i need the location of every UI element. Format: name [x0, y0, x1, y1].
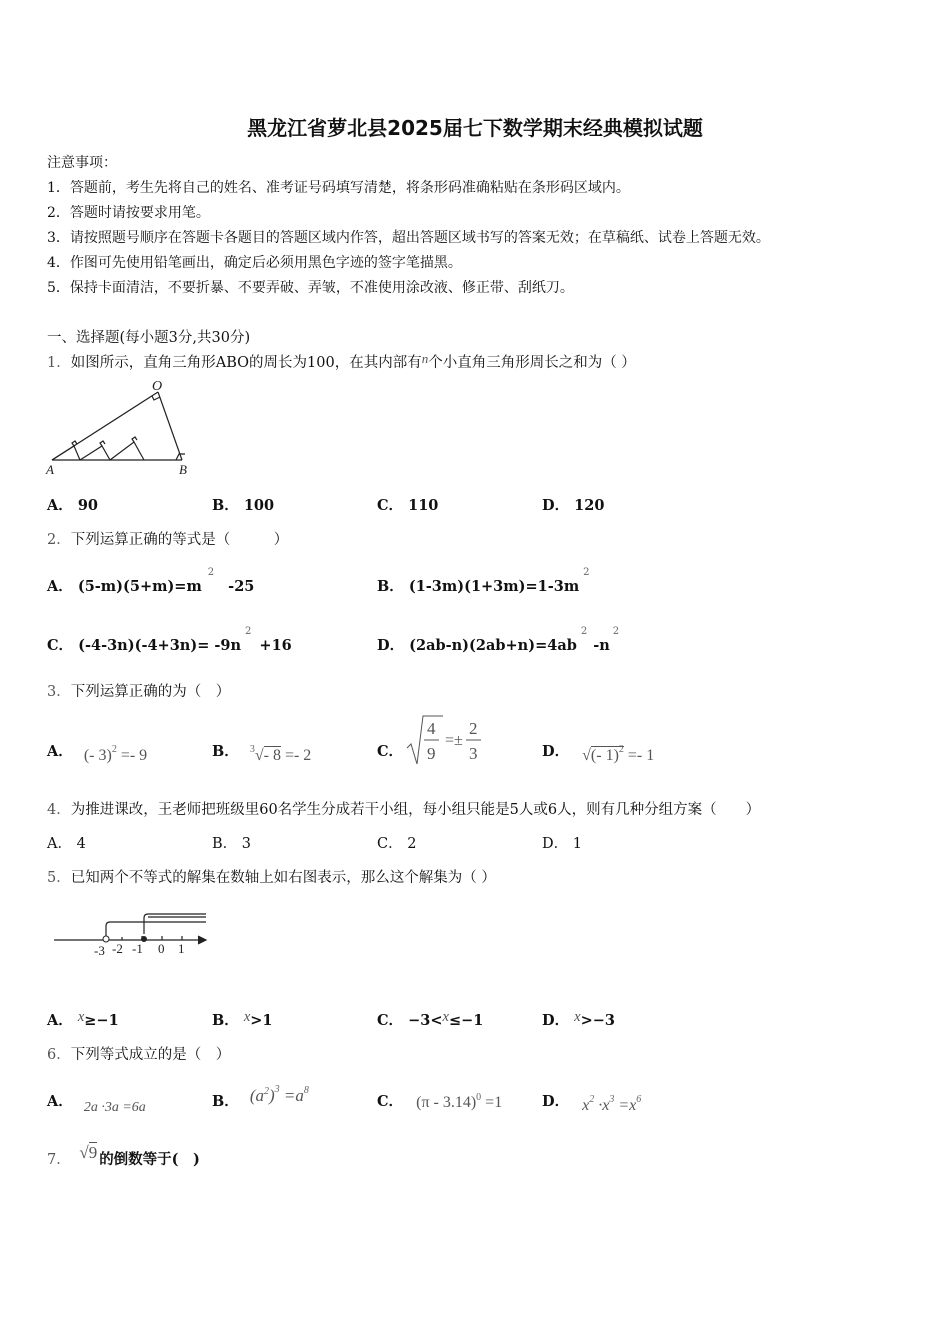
- sqrt-fraction-expression: [403, 712, 493, 770]
- option-letter: D．: [542, 1093, 570, 1110]
- exponent: 2: [207, 567, 215, 578]
- exponent: 0: [476, 1092, 482, 1103]
- option-expression-tail: =- 2: [284, 747, 312, 764]
- option-expression: ≥−1: [84, 1012, 119, 1029]
- question-2: [47, 528, 288, 549]
- radical-icon: √: [254, 747, 264, 764]
- radical-icon: √: [79, 1143, 89, 1162]
- vertex-label-b: B: [179, 462, 187, 477]
- axis-tick-label: -1: [132, 941, 143, 956]
- option-value: 1: [572, 836, 582, 852]
- option-a[interactable]: [47, 567, 255, 596]
- option-letter: B．: [212, 1012, 239, 1029]
- option-letter: D．: [542, 497, 570, 514]
- option-c[interactable]: [377, 832, 416, 853]
- fraction-denominator: 3: [469, 744, 478, 763]
- variable-x: x: [574, 1009, 581, 1025]
- option-expression-tail: =x: [618, 1097, 637, 1114]
- exponent: 2: [111, 744, 117, 755]
- option-letter: C．: [377, 1093, 404, 1110]
- option-c[interactable]: [377, 740, 403, 761]
- question-number: 7．: [47, 1152, 71, 1168]
- root-index: 3: [249, 744, 255, 755]
- option-a[interactable]: [47, 832, 86, 853]
- variable-x: x: [243, 1009, 251, 1025]
- option-value: 90: [77, 497, 99, 514]
- question-text: 已知两个不等式的解集在数轴上如右图表示，那么这个解集为（ ）: [70, 870, 496, 886]
- section-heading: 一、选择题(每小题3分,共30分): [47, 330, 251, 346]
- option-letter: D．: [542, 743, 570, 760]
- radical-icon: √: [582, 747, 591, 764]
- option-b[interactable]: B． $(a^2)^3 =a^8$: [212, 1084, 309, 1110]
- option-d[interactable]: [542, 494, 604, 515]
- option-b[interactable]: [212, 494, 274, 515]
- axis-tick-label: -2: [112, 941, 123, 956]
- vertex-label-o: O: [152, 379, 163, 394]
- exponent: 2: [583, 567, 590, 578]
- question-text: 的倒数等于( ): [99, 1151, 200, 1168]
- option-c[interactable]: [377, 494, 438, 515]
- option-expression: >1: [250, 1012, 273, 1029]
- axis-tick-label: 0: [158, 941, 165, 956]
- option-expression-tail: -25: [228, 578, 255, 595]
- radicand: (- 1): [590, 747, 619, 764]
- option-d[interactable]: [377, 626, 620, 655]
- exponent: 3: [609, 1094, 615, 1105]
- exponent: 3: [274, 1084, 280, 1095]
- question-text: 下列运算正确的等式是（ ）: [70, 532, 289, 548]
- variable-n: n: [421, 351, 429, 366]
- option-letter: A．: [47, 1093, 73, 1110]
- option-expression: 2a ·3a =6a: [83, 1100, 146, 1115]
- option-expression: (-4-3n)(-4+3n)= -9n: [78, 637, 242, 654]
- option-b[interactable]: [377, 567, 590, 596]
- exponent: 8: [303, 1085, 309, 1096]
- option-letter: B．: [212, 1093, 239, 1110]
- option-letter: D．: [542, 836, 569, 852]
- option-letter: A．: [47, 497, 73, 514]
- fraction-numerator: 4: [427, 719, 436, 738]
- option-letter: C．: [377, 836, 403, 852]
- question-3: [47, 680, 230, 701]
- option-letter: C．: [377, 743, 404, 760]
- option-a[interactable]: [47, 1009, 119, 1030]
- triangle-figure: [44, 380, 204, 480]
- radicand: - 8: [263, 747, 281, 764]
- option-letter: C．: [377, 1012, 404, 1029]
- option-expression: (- 3): [83, 747, 112, 764]
- option-expression-tail: =a: [283, 1086, 304, 1105]
- option-value: 100: [243, 497, 275, 514]
- question-number: 5．: [47, 870, 71, 886]
- option-expression-tail: =- 9: [120, 747, 148, 764]
- option-expression: (π - 3.14): [416, 1094, 477, 1111]
- option-letter: C．: [377, 497, 404, 514]
- option-expression: >−3: [580, 1012, 615, 1029]
- vertex-label-a: A: [46, 462, 54, 477]
- option-letter: B．: [377, 578, 404, 595]
- option-expression: −3<: [408, 1012, 443, 1029]
- question-number: 6．: [47, 1047, 71, 1063]
- question-4: [47, 798, 760, 819]
- exponent: 6: [636, 1094, 642, 1105]
- option-a[interactable]: [47, 740, 148, 764]
- option-expression-tail: ≤−1: [448, 1012, 484, 1029]
- equals-plus-minus: =±: [445, 732, 463, 749]
- variable-x: x: [77, 1009, 85, 1025]
- option-value: 4: [76, 836, 86, 852]
- option-letter: B．: [212, 497, 239, 514]
- option-letter: D．: [542, 1012, 570, 1029]
- option-d[interactable]: [542, 1090, 642, 1114]
- option-expression-tail: =- 1: [627, 747, 655, 764]
- notice-item: 3．请按照题号顺序在答题卡各题目的答题区域内作答，超出答题区域书写的答案无效；在草稿纸、试卷上答题无效。: [47, 230, 770, 246]
- option-letter: C．: [47, 637, 74, 654]
- exponent: 2: [618, 744, 624, 755]
- question-text: 下列运算正确的为（ ）: [70, 684, 231, 700]
- option-d[interactable]: [542, 1009, 615, 1030]
- option-letter: B．: [212, 836, 238, 852]
- notice-item: 5．保持卡面清洁，不要折暴、不要弄破、弄皱，不准使用涂改液、修正带、刮纸刀。: [47, 280, 574, 296]
- option-value: 110: [408, 497, 439, 514]
- exponent: 2: [589, 1094, 595, 1105]
- option-expression-tail: =1: [485, 1094, 503, 1111]
- option-d[interactable]: [542, 740, 655, 764]
- option-expression-tail: -n: [593, 637, 610, 654]
- option-expression: ·x: [598, 1097, 610, 1114]
- question-6: [47, 1043, 230, 1064]
- option-letter: A．: [47, 1012, 73, 1029]
- option-expression: (5-m)(5+m)=m: [77, 578, 202, 595]
- variable-x: x: [442, 1009, 449, 1025]
- number-line-figure: [54, 906, 214, 966]
- exponent: 2: [245, 626, 252, 637]
- option-letter: A．: [47, 836, 72, 852]
- exponent: 2: [580, 626, 588, 637]
- question-number: 1．: [47, 355, 71, 371]
- exponent: 2: [612, 626, 620, 637]
- option-a[interactable]: [47, 494, 98, 515]
- question-7: [47, 1143, 200, 1169]
- question-text: 个小直角三角形周长之和为（ ）: [428, 355, 636, 371]
- option-c[interactable]: [377, 1009, 483, 1030]
- question-text: 下列等式成立的是（ ）: [70, 1047, 231, 1063]
- axis-tick-label: -3: [94, 943, 105, 958]
- option-c[interactable]: [377, 1090, 503, 1111]
- option-letter: A．: [47, 743, 73, 760]
- question-5: [47, 866, 496, 887]
- fraction-numerator: 2: [469, 719, 478, 738]
- option-d[interactable]: [542, 832, 582, 853]
- option-expression: (1-3m)(1+3m)=1-3m: [408, 578, 580, 595]
- question-number: 2．: [47, 532, 71, 548]
- option-value: 120: [574, 497, 605, 514]
- option-letter: A．: [47, 578, 73, 595]
- option-letter: D．: [377, 637, 405, 654]
- option-value: 3: [241, 836, 251, 852]
- option-b[interactable]: [212, 832, 251, 853]
- option-value: 2: [407, 836, 417, 852]
- base-variable: a: [255, 1086, 264, 1105]
- axis-tick-label: 1: [178, 941, 185, 956]
- exponent: 2: [264, 1086, 269, 1097]
- option-b[interactable]: [212, 1009, 273, 1030]
- question-number: 3．: [47, 684, 71, 700]
- option-letter: B．: [212, 743, 239, 760]
- notice-item: 2．答题时请按要求用笔。: [47, 205, 210, 221]
- question-text: 如图所示，直角三角形ABO的周长为100，在其内部有: [70, 355, 422, 371]
- fraction-denominator: 9: [427, 744, 436, 763]
- question-1: [47, 351, 636, 372]
- base-variable: x: [582, 1097, 590, 1114]
- option-c[interactable]: [47, 626, 292, 655]
- page-title: 黑龙江省萝北县2025届七下数学期末经典模拟试题: [247, 116, 703, 140]
- option-a[interactable]: [47, 1090, 146, 1115]
- option-b[interactable]: [212, 740, 312, 764]
- notice-item: 4．作图可先使用铅笔画出，确定后必须用黑色字迹的签字笔描黑。: [47, 255, 462, 271]
- option-expression-tail: +16: [259, 637, 292, 654]
- radicand: 9: [88, 1143, 98, 1162]
- notice-heading: 注意事项：: [47, 155, 117, 171]
- notice-item: 1．答题前，考生先将自己的姓名、准考证号码填写清楚，将条形码准确粘贴在条形码区域内。: [47, 180, 630, 196]
- option-expression: (2ab-n)(2ab+n)=4ab: [409, 637, 577, 654]
- question-text: 为推进课改，王老师把班级里60名学生分成若干小组，每小组只能是5人或6人，则有几种分组方案（ ）: [70, 802, 761, 818]
- question-number: 4．: [47, 802, 71, 818]
